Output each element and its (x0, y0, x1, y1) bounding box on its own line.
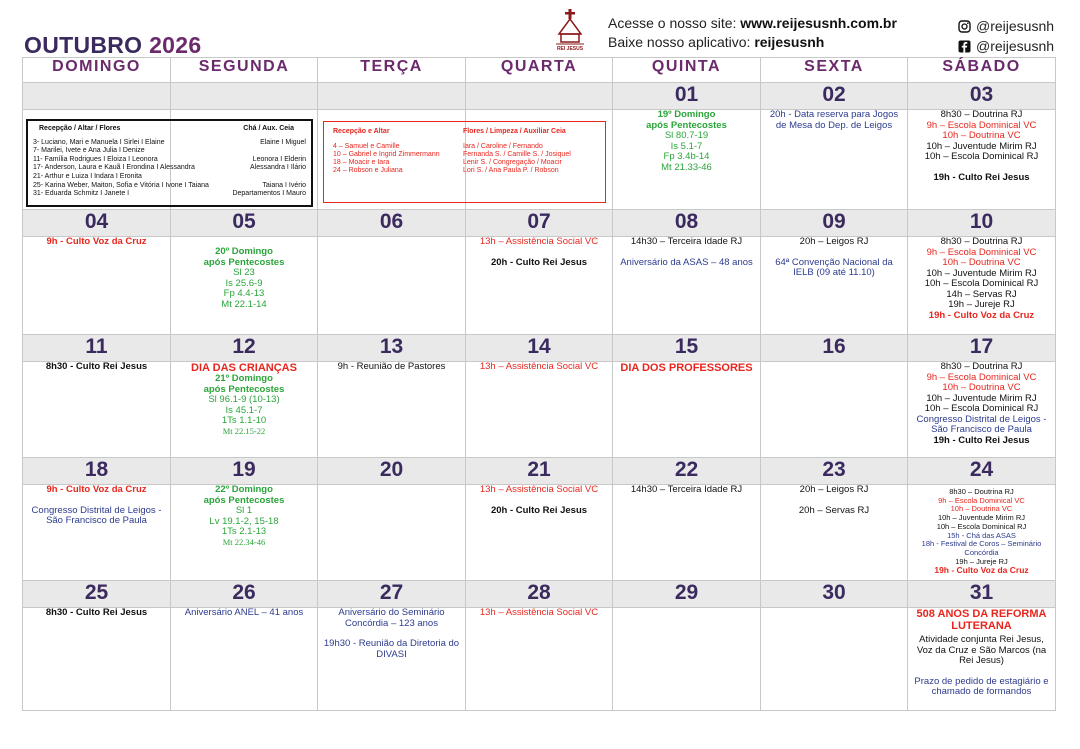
event: 9h - Culto Voz da Cruz (46, 236, 147, 247)
day-number: 06 (318, 210, 466, 237)
day-number: 11 (23, 335, 171, 362)
event: Fp 4.4-13 (223, 288, 265, 299)
day-number (171, 83, 318, 110)
event: 21º Domingo (215, 373, 273, 384)
reception-row: 25- Karina Weber, Maiton, Sofia e Vitória I Ivone I Taiana Taiana I Ivério (33, 181, 306, 189)
site-prefix: Acesse o nosso site: (608, 15, 741, 31)
event: 14h30 – Terceira Idade RJ (630, 484, 743, 495)
event: Mt 22.15-22 (222, 425, 266, 436)
event: após Pentecostes (203, 494, 285, 506)
day-number: 30 (761, 581, 908, 608)
event: Mt 22.1-14 (221, 298, 267, 310)
social-links (958, 16, 1054, 56)
church-logo-icon (552, 8, 588, 52)
event: 10h – Juventude Mirim RJ (926, 267, 1037, 279)
event: 508 ANOS DA REFORMA LUTERANA (916, 608, 1047, 632)
day-number: 16 (761, 335, 908, 362)
day-cell-09 (761, 237, 908, 335)
event: 10h – Juventude Mirim RJ (926, 392, 1037, 404)
day-cell-27 (318, 608, 466, 711)
event: 19h - Culto Rei Jesus (933, 434, 1030, 446)
day-cell-21 (466, 485, 613, 581)
event: 19h – Jureje RJ (955, 556, 1008, 566)
day-cell-18 (23, 485, 171, 581)
event: 9h – Escola Dominical VC (926, 371, 1037, 383)
event: Mt 22.34-46 (222, 536, 266, 547)
event: Atividade conjunta Rei Jesus, Voz da Cruz e São Marcos (na Rei Jesus) (916, 634, 1047, 666)
event: 10h – Doutrina VC (942, 382, 1021, 393)
day-number: 14 (466, 335, 613, 362)
day-cell-23 (761, 485, 908, 581)
week-5-numbers (23, 581, 1056, 608)
event: Congresso Distrital de Leigos - São Francisco de Paula (31, 504, 162, 526)
event: 19h30 - Reunião da Diretoria do DIVASI (323, 638, 460, 660)
day-number: 10 (908, 210, 1056, 237)
event: 19h - Culto Voz da Cruz (928, 309, 1035, 321)
day-cell-13 (318, 362, 466, 458)
day-cell-28 (466, 608, 613, 711)
weekday-thu: QUINTA (613, 58, 761, 83)
day-cell-10 (908, 237, 1056, 335)
event: 20h – Servas RJ (798, 504, 870, 516)
event: 10h – Escola Dominical RJ (924, 278, 1039, 289)
event: 8h30 – Doutrina RJ (940, 109, 1023, 120)
day-cell-06 (318, 237, 466, 335)
event: 64ª Convenção Nacional da IELB (09 até 11.10) (775, 256, 893, 278)
altar-row: 18 – Moacir e Iara Lenir S. / Congregação / Moacir (333, 159, 562, 166)
event: 18h - Festival de Coros – Seminário Concórdia (921, 539, 1042, 557)
day-number: 02 (761, 83, 908, 110)
event: após Pentecostes (203, 256, 285, 268)
site-url-link[interactable]: www.reijesusnh.com.br (740, 15, 897, 31)
day-cell-11 (23, 362, 171, 458)
event: 10h – Juventude Mirim RJ (926, 140, 1037, 152)
day-cell-05 (171, 237, 318, 335)
title-year: 2026 (149, 32, 202, 58)
event: 20º Domingo (215, 246, 273, 257)
event: 13h – Assistência Social VC (479, 607, 599, 618)
day-cell-08 (613, 237, 761, 335)
event: Aniversário ANEL – 41 anos (184, 607, 304, 618)
week-4-events (23, 485, 1056, 581)
event: Prazo de pedido de estagiário e chamado de formandos (914, 675, 1049, 697)
event: 9h – Escola Dominical VC (938, 495, 1025, 505)
day-cell-26 (171, 608, 318, 711)
event: 13h – Assistência Social VC (479, 484, 599, 495)
event: após Pentecostes (203, 383, 285, 395)
day-number: 22 (613, 458, 761, 485)
event: após Pentecostes (646, 119, 727, 131)
event: 10h – Juventude Mirim RJ (937, 513, 1026, 523)
day-number: 04 (23, 210, 171, 237)
event: Sl 96.1-9 (10-13) (208, 394, 280, 405)
reception-row: 3- Luciano, Mari e Manuela I Sirlei I Elaine Elaine I Miguel (33, 138, 306, 146)
event: 9h – Escola Dominical VC (926, 246, 1037, 258)
event: 10h – Doutrina VC (942, 130, 1021, 141)
day-number (318, 83, 466, 110)
weekday-sat: SÁBADO (908, 58, 1056, 83)
event: Is 25.6-9 (225, 277, 263, 289)
day-cell-04 (23, 237, 171, 335)
day-cell-30 (761, 608, 908, 711)
event: 10h – Doutrina VC (950, 504, 1013, 514)
reception-schedule-box (26, 119, 313, 207)
reception-row: 11- Família Rodrigues I Eloiza I Leonora Leonora I Elderin (33, 155, 306, 163)
logo-text: REI JESUS (556, 46, 584, 52)
day-number (23, 83, 171, 110)
event: 8h30 – Doutrina RJ (940, 236, 1023, 247)
reception-row: 7- Marilei, Ivete e Ana Julia I Denize (33, 147, 145, 155)
event: Is 45.1-7 (225, 404, 263, 416)
event: 20h – Leigos RJ (799, 484, 869, 495)
day-number: 08 (613, 210, 761, 237)
event: 15h - Chá das ASAS (947, 530, 1016, 540)
day-cell-01 (613, 110, 761, 210)
day-cell-16 (761, 362, 908, 458)
day-number: 18 (23, 458, 171, 485)
day-number: 29 (613, 581, 761, 608)
day-cell-17 (908, 362, 1056, 458)
weekday-sun: DOMINGO (23, 58, 171, 83)
event: Lv 19.1-2, 15-18 (209, 515, 279, 527)
event: 22º Domingo (215, 484, 273, 495)
week-4-numbers (23, 458, 1056, 485)
week-2-events (23, 237, 1056, 335)
event: Sl 1 (235, 505, 253, 516)
week-3-numbers (23, 335, 1056, 362)
event: 14h30 – Terceira Idade RJ (630, 236, 743, 247)
event: Congresso Distrital de Leigos - São Francisco de Paula (916, 413, 1047, 435)
day-cell-22 (613, 485, 761, 581)
day-number: 09 (761, 210, 908, 237)
day-number: 19 (171, 458, 318, 485)
event: 20h – Leigos RJ (799, 236, 869, 247)
event: 20h - Data reserva para Jogos de Mesa do Dep. de Leigos (769, 109, 899, 131)
instagram-handle[interactable]: @reijesusnh (976, 18, 1055, 34)
day-cell-14 (466, 362, 613, 458)
altar-header-right: Flores / Limpeza / Auxiliar Ceia (463, 128, 566, 135)
event: 9h - Reunião de Pastores (337, 361, 446, 372)
weekday-fri: SEXTA (761, 58, 908, 83)
event: Sl 80.7-19 (664, 130, 709, 141)
app-name[interactable]: reijesusnh (754, 34, 825, 50)
day-number: 12 (171, 335, 318, 362)
reception-header-right: Chá / Aux. Ceia (243, 125, 294, 132)
event: 10h – Escola Dominical RJ (936, 521, 1027, 531)
event: 8h30 – Doutrina RJ (940, 361, 1023, 372)
reception-row: 17- Anderson, Laura e Kauã I Erondina I Alessandra Alessandra I Ilário (33, 164, 306, 172)
weekday-tue: TERÇA (318, 58, 466, 83)
facebook-icon (958, 40, 971, 53)
day-number: 13 (318, 335, 466, 362)
event: 9h – Escola Dominical VC (926, 119, 1037, 131)
event: 1Ts 2.1-13 (221, 526, 267, 537)
day-number: 24 (908, 458, 1056, 485)
event: Mt 21.33-46 (661, 161, 712, 173)
day-cell-25 (23, 608, 171, 711)
day-cell-24 (908, 485, 1056, 581)
reception-header-left: Recepção / Altar / Flores (39, 125, 121, 132)
altar-schedule-box (323, 121, 606, 203)
day-number: 01 (613, 83, 761, 110)
day-cell-19 (171, 485, 318, 581)
page-title (24, 32, 201, 59)
event: Aniversário da ASAS – 48 anos (620, 256, 753, 268)
day-number: 20 (318, 458, 466, 485)
facebook-handle[interactable]: @reijesusnh (976, 38, 1055, 54)
week-3-events (23, 362, 1056, 458)
event: Aniversário do Seminário Concórdia – 123 anos (338, 607, 445, 629)
day-number: 27 (318, 581, 466, 608)
event: DIA DOS PROFESSORES (620, 362, 753, 374)
event: 10h – Escola Dominical RJ (924, 403, 1039, 414)
instagram-icon (958, 20, 971, 33)
altar-header-left: Recepção e Altar (333, 128, 390, 135)
weekday-header-row (23, 58, 1056, 83)
event: 8h30 – Doutrina RJ (949, 487, 1014, 496)
day-number: 17 (908, 335, 1056, 362)
event: 13h – Assistência Social VC (479, 361, 599, 372)
day-cell-15 (613, 362, 761, 458)
day-cell-20 (318, 485, 466, 581)
event: 13h – Assistência Social VC (479, 236, 599, 247)
event: Is 5.1-7 (670, 140, 703, 152)
weekday-wed: QUARTA (466, 58, 613, 83)
reception-row: 21- Arthur e Luiza I Indara I Eronita (33, 172, 142, 180)
day-number: 26 (171, 581, 318, 608)
event: Fp 3.4b-14 (663, 151, 710, 162)
altar-row: 24 – Robson e Juliana Lori S. / Ana Paula P. / Robson (333, 167, 559, 174)
title-month: OUTUBRO (24, 32, 143, 58)
day-number: 15 (613, 335, 761, 362)
day-cell-02 (761, 110, 908, 210)
day-number: 31 (908, 581, 1056, 608)
week-1-numbers (23, 83, 1056, 110)
event: 10h – Doutrina VC (942, 257, 1021, 268)
day-number: 21 (466, 458, 613, 485)
week-2-numbers (23, 210, 1056, 237)
day-cell-12 (171, 362, 318, 458)
day-cell-29 (613, 608, 761, 711)
week-5-events (23, 608, 1056, 711)
event: 19h - Culto Rei Jesus (933, 171, 1030, 183)
event: 19º Domingo (657, 109, 716, 120)
day-number: 07 (466, 210, 613, 237)
event: 9h - Culto Voz da Cruz (46, 484, 147, 495)
event: 8h30 - Culto Rei Jesus (45, 607, 148, 618)
site-info (608, 14, 897, 52)
event: 1Ts 1.1-10 (221, 415, 267, 426)
altar-row: 10 – Gabriel e Ingrid Zimmermann Fernanda S. / Camille S. / Josiquel (333, 151, 571, 158)
reception-row: 31- Eduarda Schmitz I Janete I Departamentos I Mauro (33, 190, 306, 198)
altar-row: 4 – Samuel e Camille Iara / Caroline / Fernando (333, 143, 543, 150)
weekday-mon: SEGUNDA (171, 58, 318, 83)
event: 20h - Culto Rei Jesus (490, 504, 588, 516)
day-number: 03 (908, 83, 1056, 110)
event: 19h - Culto Voz da Cruz (934, 565, 1029, 576)
day-number (466, 83, 613, 110)
event: 20h - Culto Rei Jesus (490, 256, 588, 268)
day-cell-07 (466, 237, 613, 335)
event: 14h – Servas RJ (946, 288, 1017, 300)
day-number: 25 (23, 581, 171, 608)
app-prefix: Baixe nosso aplicativo: (608, 34, 755, 50)
event: 19h – Jureje RJ (948, 299, 1015, 310)
event: 10h – Escola Dominical RJ (924, 151, 1039, 162)
day-cell-03 (908, 110, 1056, 210)
day-number: 23 (761, 458, 908, 485)
event: DIA DAS CRIANÇAS (191, 362, 297, 374)
day-number: 05 (171, 210, 318, 237)
event: Sl 23 (233, 267, 255, 278)
day-cell-31 (908, 608, 1056, 711)
day-number: 28 (466, 581, 613, 608)
event: 8h30 - Culto Rei Jesus (45, 361, 148, 372)
